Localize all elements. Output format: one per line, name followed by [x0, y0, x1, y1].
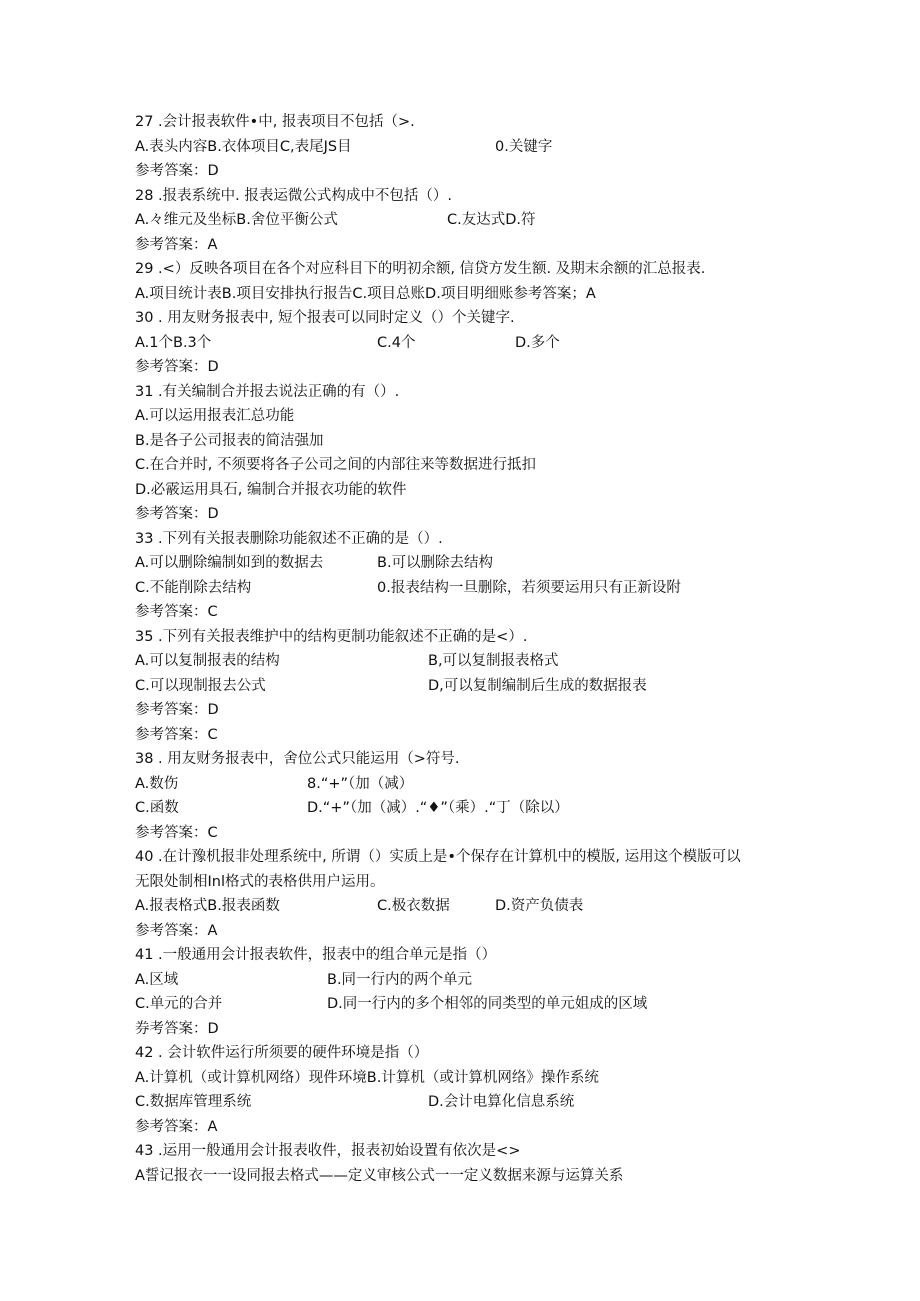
option-row — [135, 772, 835, 797]
option-text-content: A.可以运用报表汇总功能 — [135, 408, 295, 424]
option-text: A.1个B.3个 — [135, 334, 212, 351]
text-line-content: 无限处制相Inl格式的表格供用户运用。 — [135, 873, 385, 890]
answer-line — [135, 600, 835, 625]
option-text: C.可以现制报去公式 — [135, 677, 266, 694]
option-text-content: C.在合并时, 不须要将各子公司之间的内部往来等数据进行抵扣 — [135, 457, 536, 473]
answer-line-content: 参考答案：A — [135, 922, 218, 939]
option-text: 8.“+”（加（减） — [307, 775, 414, 792]
answer-line-content: 参考答案：D — [135, 506, 219, 522]
question-text-content: 41 .一般通用会计报表软件，报表中的组合单元是指（） — [135, 947, 497, 963]
question-text — [135, 943, 835, 968]
question-text — [135, 1041, 835, 1066]
option-text: A.表头内容B.衣体项目C,表尾JS目 — [135, 138, 352, 155]
option-text — [135, 478, 835, 503]
answer-line — [135, 698, 835, 723]
answer-line-content: 参考答案：A — [135, 1118, 218, 1135]
answer-line — [135, 919, 835, 944]
option-text-content: B.是各子公司报表的简洁强加 — [135, 432, 324, 449]
answer-line — [135, 355, 835, 380]
question-text-content: 38 . 用友财务报表中，舍位公式只能运用（>符号. — [135, 751, 460, 767]
option-text: C.友达式D.符 — [447, 212, 536, 228]
option-row — [135, 894, 835, 919]
option-text: A.可以复制报表的结构 — [135, 653, 280, 669]
question-text-content: 33 .下列有关报表删除功能叙述不正确的是（）. — [135, 530, 443, 547]
option-text: B,可以复制报表格式 — [428, 653, 559, 669]
question-text — [135, 184, 835, 209]
option-text: A.报表格式B.报表函数 — [135, 898, 280, 914]
option-row — [135, 1090, 835, 1115]
option-text: D.“+”（加（减）.“♦”（乘）.“丁（除以） — [307, 800, 569, 816]
answer-line-content: 参考答案：D — [135, 359, 219, 375]
option-text — [135, 1066, 835, 1091]
option-text: C.不能削除去结构 — [135, 579, 252, 596]
option-text: B.同一行内的两个单元 — [327, 971, 473, 988]
option-text: 0.报表结构一旦删除，若须要运用只有正新设附 — [377, 579, 681, 596]
option-text: A.々维元及坐标B.舍位平衡公式 — [135, 212, 338, 228]
option-text-content: D.必霰运用具石, 编制合并报衣功能的软件 — [135, 481, 407, 498]
answer-line-content: 参考答案：C — [135, 604, 218, 620]
option-text: A.数伤 — [135, 775, 179, 792]
question-text-content: 31 .有关编制合并报去说法正确的有（）. — [135, 383, 400, 400]
option-text — [135, 1164, 835, 1189]
option-text: B.可以删除去结构 — [377, 555, 494, 571]
answer-line-content: 参考答案：A — [135, 236, 218, 253]
question-text — [135, 1139, 835, 1164]
answer-line — [135, 821, 835, 846]
question-text — [135, 380, 835, 405]
option-text: A.可以删除编制如到的数据去 — [135, 555, 324, 571]
option-text: 0.关键字 — [495, 138, 553, 155]
option-row — [135, 796, 835, 821]
question-text — [135, 306, 835, 331]
option-text — [135, 404, 835, 429]
option-text: D.资产负债表 — [495, 898, 584, 914]
answer-line-content: 参考答案：C — [135, 726, 218, 743]
question-text-content: 40 .在计豫机报非处理系统中, 所谓（）实质上是•个保存在计算机中的模版, 运用这个模版可以 — [135, 849, 741, 865]
answer-line-content: A.项目统计表B.项目安排执行报告C.项目总账D.项目明细账参考答案；A — [135, 285, 596, 302]
question-text-content: 28 .报表系统中. 报表运微公式构成中不包括（）. — [135, 187, 452, 204]
option-text — [135, 453, 835, 478]
question-list — [135, 110, 835, 1188]
answer-line-content: 参考答案：C — [135, 824, 218, 841]
option-text: D.同一行内的多个相邻的同类型的单元姐成的区域 — [327, 996, 648, 1012]
answer-line — [135, 1017, 835, 1042]
option-text-content: A.计算机（或计算机网络）现件环境B.计算机（或计算机网络》操作系统 — [135, 1069, 599, 1086]
answer-line-content: 券考答案：D — [135, 1020, 219, 1037]
question-text-content: 29 .<）反映各项目在各个对应科目下的明初余额, 信贷方发生额. 及期末余额的汇总报表. — [135, 261, 706, 277]
question-text-content: 30 . 用友财务报表中, 短个报表可以同时定义（）个关键字. — [135, 310, 515, 326]
question-text — [135, 845, 835, 870]
option-text: D,可以复制编制后生成的数据报表 — [428, 677, 647, 694]
text-line — [135, 870, 835, 895]
option-text: D.会计电算化信息系统 — [428, 1094, 575, 1110]
answer-line — [135, 1115, 835, 1140]
option-text — [135, 429, 835, 454]
option-text: C.单元的合并 — [135, 996, 223, 1012]
option-text: A.区域 — [135, 971, 179, 988]
option-row — [135, 968, 835, 993]
option-text: C.极衣数据 — [377, 898, 450, 914]
question-text-content: 27 .会计报表软件•中, 报表项目不包括（>. — [135, 114, 415, 130]
option-text-content: A誓记报衣一一设同报去格式——定义审核公式一一定义数据来源与运算关系 — [135, 1167, 624, 1184]
option-row — [135, 992, 835, 1017]
option-row — [135, 331, 835, 356]
option-row — [135, 649, 835, 674]
question-text — [135, 747, 835, 772]
option-row — [135, 674, 835, 699]
answer-line — [135, 233, 835, 258]
answer-line-content: 参考答案：D — [135, 163, 219, 179]
answer-line-content: 参考答案：D — [135, 702, 219, 718]
option-text: C.4个 — [377, 334, 416, 351]
answer-line — [135, 502, 835, 527]
option-text: C.函数 — [135, 800, 179, 816]
answer-line — [135, 723, 835, 748]
option-row — [135, 208, 835, 233]
option-text: C.数据库管理系统 — [135, 1094, 252, 1110]
option-row — [135, 576, 835, 601]
question-text — [135, 527, 835, 552]
answer-line — [135, 282, 835, 307]
question-text-content: 43 .运用一般通用会计报表收件，报表初始设置有依次是<> — [135, 1143, 521, 1159]
option-row — [135, 551, 835, 576]
question-text — [135, 257, 835, 282]
option-text: D.多个 — [515, 334, 560, 351]
question-text — [135, 110, 835, 135]
question-text-content: 42 . 会计软件运行所须要的硬件环境是指（） — [135, 1045, 429, 1061]
question-text — [135, 625, 835, 650]
answer-line — [135, 159, 835, 184]
option-row — [135, 135, 835, 160]
question-text-content: 35 .下列有关报表维护中的结构更制功能叙述不正确的是<）. — [135, 628, 528, 645]
